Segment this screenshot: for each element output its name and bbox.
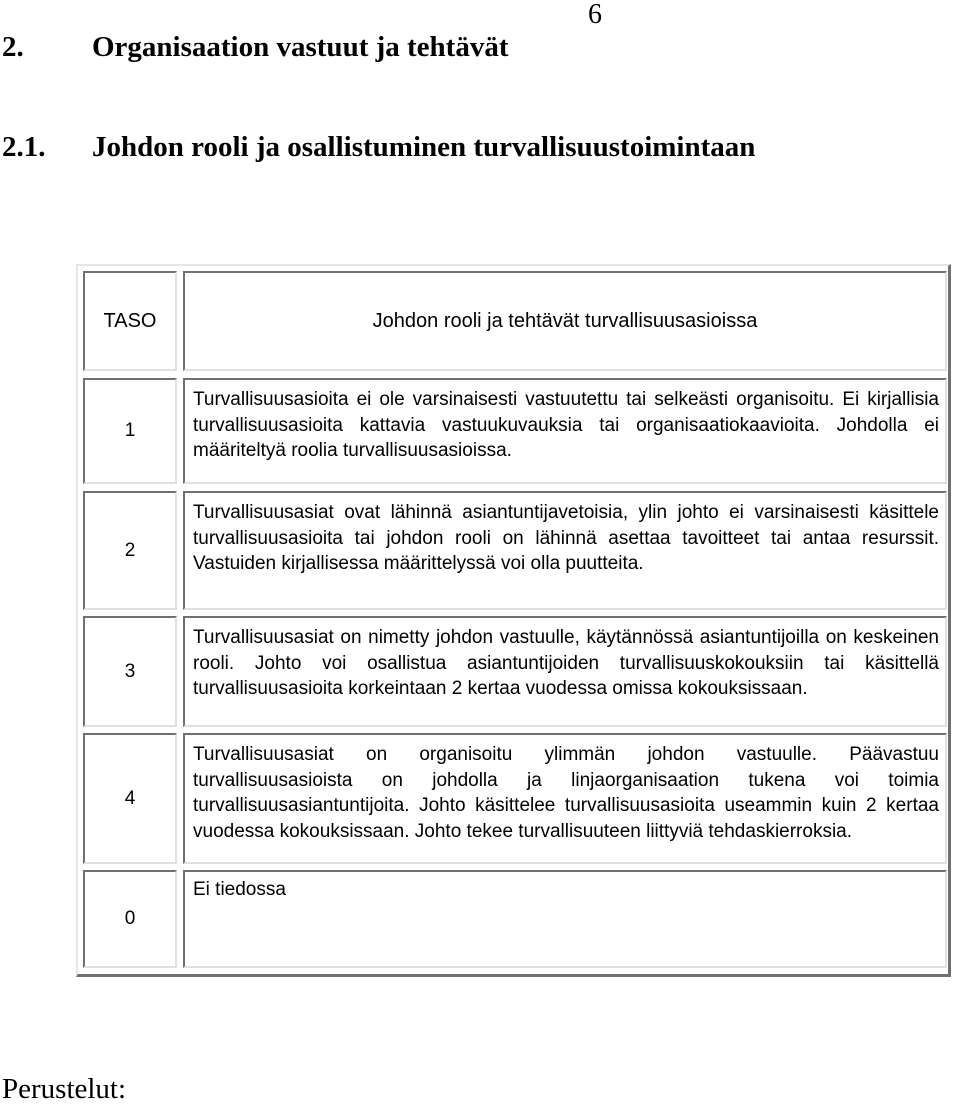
level-cell-3: 3 [83,616,177,727]
section-title: Organisaation vastuut ja tehtävät [92,31,509,63]
description-cell-1: Turvallisuusasioita ei ole varsinaisesti vastuutettu tai selkeästi organisoitu. Ei kirjallisia turvallisuusasioita kattavia vastuukuvauksia tai organisaatiokaavioita. Johdolla ei määriteltyä roolia turvallisuusasioissa. [183,378,947,484]
page-number: 6 [588,0,602,30]
level-cell-1: 1 [83,378,177,484]
header-description: Johdon rooli ja tehtävät turvallisuusasioissa [183,271,947,371]
description-cell-3: Turvallisuusasiat on nimetty johdon vastuulle, käytännössä asiantuntijoilla on keskeinen rooli. Johto voi osallistua asiantuntijoiden turvallisuuskokouksiin tai käsittellä turvallisuusasioita korkeintaan 2 kertaa vuodessa omissa kokouksissaan. [183,616,947,727]
maturity-table [76,264,951,977]
description-cell-0: Ei tiedossa [183,870,947,968]
level-cell-2: 2 [83,491,177,610]
description-cell-2: Turvallisuusasiat ovat lähinnä asiantuntijavetoisia, ylin johto ei varsinaisesti käsittele turvallisuusasioita tai johdon rooli on lähinnä asettaa tavoitteet tai antaa resurssit. Vastuiden kirjallisessa määrittelyssä voi olla puutteita. [183,491,947,610]
rationale-heading: Perustelut: [2,1073,127,1105]
header-level: TASO [83,271,177,371]
level-cell-4: 4 [83,733,177,864]
subsection-number: 2.1. [2,131,46,163]
level-cell-0: 0 [83,870,177,968]
description-cell-4: Turvallisuusasiat on organisoitu ylimmän johdon vastuulle. Päävastuu turvallisuusasioista on johdolla ja linjaorganisaation tukena voi toimia turvallisuusasiantuntijoita. Johto käsittelee turvallisuusasioita useammin kuin 2 kertaa vuodessa kokouksissaan. Johto tekee turvallisuuteen liittyviä tehdaskierroksia. [183,733,947,864]
subsection-title: Johdon rooli ja osallistuminen turvallisuustoimintaan [92,131,756,163]
section-number: 2. [2,31,24,63]
